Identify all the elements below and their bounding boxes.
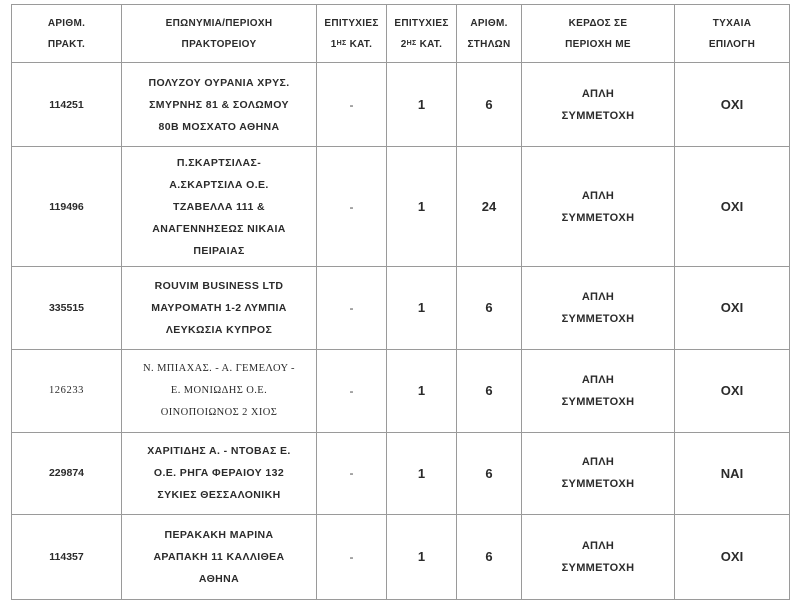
table-row	[12, 514, 790, 599]
cell-random: ΟΧΙ	[675, 63, 790, 147]
profit-line: ΑΠΛΗ	[581, 373, 615, 386]
header-name	[122, 5, 317, 63]
address-line: ΛΕΥΚΩΣΙΑ ΚΥΠΡΟΣ	[165, 323, 273, 336]
cell-code: 229874	[12, 432, 122, 514]
cell-random: ΟΧΙ	[675, 514, 790, 599]
cell-random: ΟΧΙ	[675, 147, 790, 267]
header-profit-line-2: ΠΕΡΙΟΧΗ ΜΕ	[565, 38, 631, 50]
address-line: ΠΟΛΥΖΟΥ ΟΥΡΑΝΙΑ ΧΡΥΣ.	[148, 76, 290, 89]
cell-second-category: 1	[387, 147, 457, 267]
header-random	[675, 5, 790, 63]
cell-first-category: -	[317, 63, 387, 147]
cell-profit	[522, 63, 675, 147]
header-second-rest: ΚΑΤ.	[416, 38, 443, 50]
cell-columns: 6	[457, 514, 522, 599]
cell-profit	[522, 147, 675, 267]
header-name-line-1: ΕΠΩΝΥΜΙΑ/ΠΕΡΙΟΧΗ	[165, 17, 273, 29]
header-second-category	[387, 5, 457, 63]
cell-columns: 6	[457, 63, 522, 147]
cell-first-category: -	[317, 432, 387, 514]
address-line: Ε. ΜΟΝΙΩΔΗΣ Ο.Ε.	[170, 384, 268, 396]
header-second-num: 2	[400, 38, 407, 50]
address-line: ΑΝΑΓΕΝΝΗΣΕΩΣ ΝΙΚΑΙΑ	[152, 222, 286, 235]
address-line: ΤΖΑΒΕΛΛΑ 111 &	[173, 200, 265, 213]
profit-line: ΣΥΜΜΕΤΟΧΗ	[561, 211, 635, 224]
cell-code: 126233	[12, 349, 122, 432]
cell-address	[122, 147, 317, 267]
profit-line: ΣΥΜΜΕΤΟΧΗ	[561, 312, 635, 325]
cell-first-category: -	[317, 514, 387, 599]
header-second-top: ΕΠΙΤΥΧΙΕΣ	[394, 17, 449, 29]
address-line: ΣΥΚΙΕΣ ΘΕΣΣΑΛΟΝΙΚΗ	[157, 489, 281, 502]
table-row	[12, 63, 790, 147]
cell-code: 114357	[12, 514, 122, 599]
header-columns-line-1: ΑΡΙΘΜ.	[470, 17, 508, 29]
address-line: Α.ΣΚΑΡΤΣΙΛΑ Ο.Ε.	[169, 178, 269, 191]
cell-first-category: -	[317, 147, 387, 267]
address-line: ΠΕΡΑΚΑΚΗ ΜΑΡΙΝΑ	[164, 528, 274, 541]
address-line: Ο.Ε. ΡΗΓΑ ΦΕΡΑΙΟΥ 132	[153, 467, 285, 480]
cell-random: ΟΧΙ	[675, 349, 790, 432]
profit-line: ΑΠΛΗ	[581, 539, 615, 552]
cell-address	[122, 432, 317, 514]
cell-second-category: 1	[387, 63, 457, 147]
address-line: ΟΙΝΟΠΟΙΩΝΟΣ 2 ΧΙΟΣ	[160, 406, 278, 418]
header-random-line-2: ΕΠΙΛΟΓΗ	[708, 38, 756, 50]
cell-columns: 6	[457, 432, 522, 514]
header-columns	[457, 5, 522, 63]
cell-second-category: 1	[387, 267, 457, 349]
cell-code: 119496	[12, 147, 122, 267]
table-row	[12, 432, 790, 514]
profit-line: ΣΥΜΜΕΤΟΧΗ	[561, 109, 635, 122]
header-profit	[522, 5, 675, 63]
address-line: ΑΘΗΝΑ	[198, 572, 240, 585]
cell-second-category: 1	[387, 349, 457, 432]
cell-profit	[522, 432, 675, 514]
header-random-line-1: ΤΥΧΑΙΑ	[712, 17, 752, 29]
table-row	[12, 349, 790, 432]
cell-profit	[522, 267, 675, 349]
cell-address	[122, 267, 317, 349]
header-first-sup: ΗΣ	[336, 39, 347, 47]
cell-columns: 6	[457, 267, 522, 349]
cell-first-category: -	[317, 267, 387, 349]
header-profit-line-1: ΚΕΡΔΟΣ ΣΕ	[568, 17, 628, 29]
cell-profit	[522, 349, 675, 432]
address-line: ΠΕΙΡΑΙΑΣ	[193, 244, 245, 257]
table-row	[12, 147, 790, 267]
header-first-top: ΕΠΙΤΥΧΙΕΣ	[324, 17, 379, 29]
profit-line: ΑΠΛΗ	[581, 290, 615, 303]
header-first-bottom	[321, 34, 382, 55]
header-first-category	[317, 5, 387, 63]
address-line: 80Β ΜΟΣΧΑΤΟ ΑΘΗΝΑ	[158, 120, 280, 133]
cell-random: ΟΧΙ	[675, 267, 790, 349]
address-line: Π.ΣΚΑΡΤΣΙΛΑΣ-	[176, 156, 262, 169]
cell-address	[122, 349, 317, 432]
header-first-num: 1	[330, 38, 337, 50]
header-second-bottom	[391, 34, 452, 55]
cell-address	[122, 514, 317, 599]
profit-line: ΑΠΛΗ	[581, 189, 615, 202]
profit-line: ΑΠΛΗ	[581, 87, 615, 100]
winners-table	[11, 4, 790, 600]
cell-columns: 24	[457, 147, 522, 267]
header-code-line-2: ΠΡΑΚΤ.	[47, 38, 86, 50]
address-line: ROUVIM BUSINESS LTD	[154, 279, 284, 292]
cell-code: 114251	[12, 63, 122, 147]
address-line: Ν. ΜΠΙΑΧΑΣ. - Α. ΓΕΜΕΛΟΥ -	[143, 362, 295, 374]
header-second-sup: ΗΣ	[406, 39, 417, 47]
cell-code: 335515	[12, 267, 122, 349]
header-columns-line-2: ΣΤΗΛΩΝ	[467, 38, 511, 50]
header-first-rest: ΚΑΤ.	[346, 38, 373, 50]
profit-line: ΣΥΜΜΕΤΟΧΗ	[561, 561, 635, 574]
address-line: ΜΑΥΡΟΜΑΤΗ 1-2 ΛΥΜΠΙΑ	[151, 301, 287, 314]
cell-second-category: 1	[387, 432, 457, 514]
cell-columns: 6	[457, 349, 522, 432]
address-line: ΧΑΡΙΤΙΔΗΣ Α. - ΝΤΟΒΑΣ Ε.	[147, 445, 291, 458]
cell-random: ΝΑΙ	[675, 432, 790, 514]
address-line: ΣΜΥΡΝΗΣ 81 & ΣΟΛΩΜΟΥ	[149, 98, 289, 111]
header-code	[12, 5, 122, 63]
header-row	[12, 5, 790, 63]
cell-second-category: 1	[387, 514, 457, 599]
address-line: ΑΡΑΠΑΚΗ 11 ΚΑΛΛΙΘΕΑ	[153, 550, 285, 563]
profit-line: ΑΠΛΗ	[581, 456, 615, 469]
header-code-line-1: ΑΡΙΘΜ.	[47, 17, 86, 29]
table-row	[12, 267, 790, 349]
header-name-line-2: ΠΡΑΚΤΟΡΕΙΟΥ	[181, 38, 257, 50]
cell-address	[122, 63, 317, 147]
cell-first-category: -	[317, 349, 387, 432]
profit-line: ΣΥΜΜΕΤΟΧΗ	[561, 478, 635, 491]
profit-line: ΣΥΜΜΕΤΟΧΗ	[561, 395, 635, 408]
cell-profit	[522, 514, 675, 599]
